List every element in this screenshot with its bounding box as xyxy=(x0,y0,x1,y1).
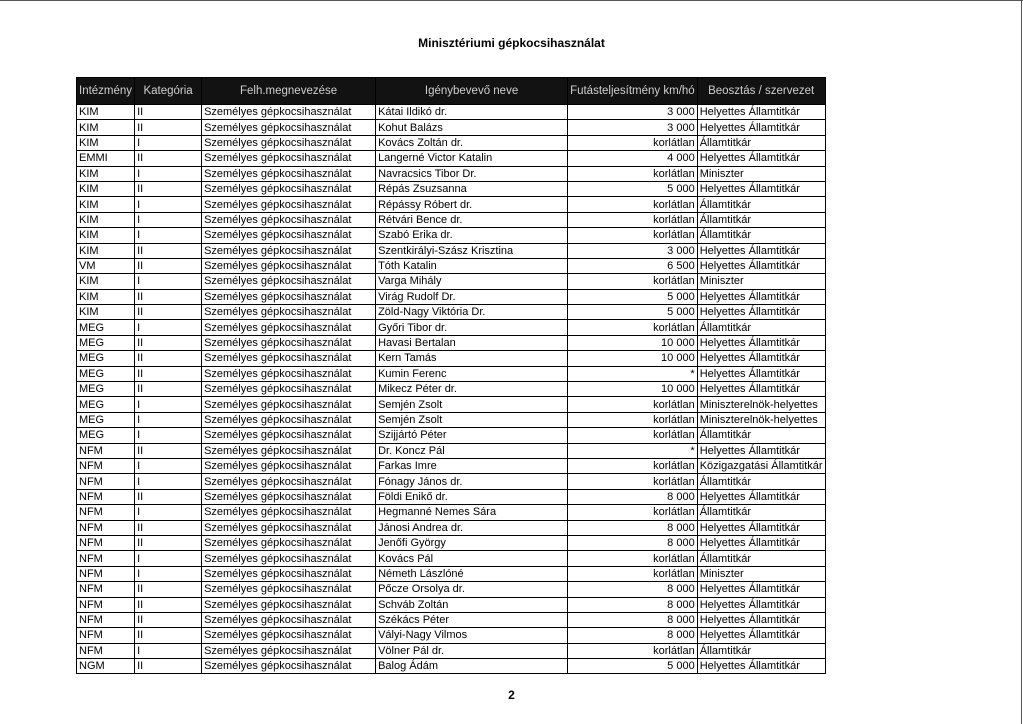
cell-user-name: Kern Tamás xyxy=(376,351,568,366)
cell-category: I xyxy=(135,274,202,289)
cell-institution: MEG xyxy=(77,335,135,350)
top-rule xyxy=(0,0,1023,1)
cell-mileage: korlátlan xyxy=(568,505,698,520)
cell-position: Államtitkár xyxy=(697,197,825,212)
cell-institution: NGM xyxy=(77,659,135,674)
table-row xyxy=(77,551,826,566)
cell-category: II xyxy=(135,489,202,504)
cell-usage-name: Személyes gépkocsihasználat xyxy=(202,258,376,273)
cell-institution: VM xyxy=(77,258,135,273)
cell-usage-name: Személyes gépkocsihasználat xyxy=(202,135,376,150)
cell-category: I xyxy=(135,551,202,566)
table-row xyxy=(77,181,826,196)
cell-category: I xyxy=(135,320,202,335)
page-number: 2 xyxy=(508,688,515,702)
table-row xyxy=(77,135,826,150)
cell-usage-name: Személyes gépkocsihasználat xyxy=(202,243,376,258)
cell-institution: KIM xyxy=(77,289,135,304)
vehicle-usage-table xyxy=(76,77,826,674)
cell-mileage: korlátlan xyxy=(568,566,698,581)
cell-user-name: Szentkirályi-Szász Krisztina xyxy=(376,243,568,258)
cell-category: II xyxy=(135,181,202,196)
header-row xyxy=(77,78,826,105)
table-row xyxy=(77,458,826,473)
cell-usage-name: Személyes gépkocsihasználat xyxy=(202,105,376,120)
cell-usage-name: Személyes gépkocsihasználat xyxy=(202,151,376,166)
cell-institution: NFM xyxy=(77,551,135,566)
cell-usage-name: Személyes gépkocsihasználat xyxy=(202,458,376,473)
cell-usage-name: Személyes gépkocsihasználat xyxy=(202,659,376,674)
cell-user-name: Répás Zsuzsanna xyxy=(376,181,568,196)
cell-mileage: 4 000 xyxy=(568,151,698,166)
cell-mileage: 8 000 xyxy=(568,535,698,550)
cell-user-name: Németh Lászlóné xyxy=(376,566,568,581)
cell-institution: NFM xyxy=(77,474,135,489)
cell-mileage: 10 000 xyxy=(568,335,698,350)
cell-institution: NFM xyxy=(77,612,135,627)
cell-category: I xyxy=(135,428,202,443)
cell-institution: KIM xyxy=(77,197,135,212)
cell-position: Helyettes Államtitkár xyxy=(697,659,825,674)
cell-usage-name: Személyes gépkocsihasználat xyxy=(202,520,376,535)
cell-mileage: korlátlan xyxy=(568,135,698,150)
cell-category: II xyxy=(135,366,202,381)
cell-usage-name: Személyes gépkocsihasználat xyxy=(202,412,376,427)
cell-usage-name: Személyes gépkocsihasználat xyxy=(202,274,376,289)
cell-user-name: Navracsics Tibor Dr. xyxy=(376,166,568,181)
cell-mileage: 8 000 xyxy=(568,597,698,612)
cell-user-name: Varga Mihály xyxy=(376,274,568,289)
cell-category: II xyxy=(135,351,202,366)
cell-category: I xyxy=(135,397,202,412)
table-row xyxy=(77,366,826,381)
cell-user-name: Földi Enikő dr. xyxy=(376,489,568,504)
cell-mileage: 10 000 xyxy=(568,351,698,366)
table-row xyxy=(77,659,826,674)
cell-mileage: 6 500 xyxy=(568,258,698,273)
cell-user-name: Kovács Pál xyxy=(376,551,568,566)
cell-institution: KIM xyxy=(77,166,135,181)
cell-mileage: korlátlan xyxy=(568,551,698,566)
table-body xyxy=(77,105,826,674)
cell-usage-name: Személyes gépkocsihasználat xyxy=(202,551,376,566)
cell-mileage: 3 000 xyxy=(568,105,698,120)
cell-position: Közigazgatási Államtitkár xyxy=(697,458,825,473)
table-row xyxy=(77,535,826,550)
cell-mileage: 8 000 xyxy=(568,520,698,535)
cell-category: I xyxy=(135,458,202,473)
cell-position: Helyettes Államtitkár xyxy=(697,258,825,273)
cell-user-name: Győri Tibor dr. xyxy=(376,320,568,335)
cell-category: II xyxy=(135,628,202,643)
cell-user-name: Farkas Imre xyxy=(376,458,568,473)
cell-category: II xyxy=(135,443,202,458)
cell-usage-name: Személyes gépkocsihasználat xyxy=(202,474,376,489)
cell-user-name: Schváb Zoltán xyxy=(376,597,568,612)
cell-usage-name: Személyes gépkocsihasználat xyxy=(202,382,376,397)
cell-usage-name: Személyes gépkocsihasználat xyxy=(202,535,376,550)
cell-position: Helyettes Államtitkár xyxy=(697,366,825,381)
cell-category: II xyxy=(135,582,202,597)
cell-mileage: korlátlan xyxy=(568,412,698,427)
table-row xyxy=(77,228,826,243)
cell-position: Helyettes Államtitkár xyxy=(697,120,825,135)
cell-institution: KIM xyxy=(77,212,135,227)
cell-institution: KIM xyxy=(77,135,135,150)
cell-mileage: korlátlan xyxy=(568,320,698,335)
cell-institution: MEG xyxy=(77,397,135,412)
cell-category: I xyxy=(135,412,202,427)
table-row xyxy=(77,212,826,227)
header-usage-name: Felh.megnevezése xyxy=(202,78,376,105)
cell-mileage: korlátlan xyxy=(568,197,698,212)
cell-usage-name: Személyes gépkocsihasználat xyxy=(202,612,376,627)
cell-usage-name: Személyes gépkocsihasználat xyxy=(202,166,376,181)
cell-institution: KIM xyxy=(77,243,135,258)
cell-user-name: Kovács Zoltán dr. xyxy=(376,135,568,150)
table-row xyxy=(77,412,826,427)
cell-user-name: Székács Péter xyxy=(376,612,568,627)
cell-position: Helyettes Államtitkár xyxy=(697,335,825,350)
table-row xyxy=(77,520,826,535)
cell-institution: MEG xyxy=(77,428,135,443)
cell-institution: KIM xyxy=(77,228,135,243)
cell-user-name: Szabó Erika dr. xyxy=(376,228,568,243)
table-row xyxy=(77,428,826,443)
cell-position: Helyettes Államtitkár xyxy=(697,443,825,458)
table-row xyxy=(77,643,826,658)
cell-mileage: 5 000 xyxy=(568,181,698,196)
cell-mileage: 5 000 xyxy=(568,289,698,304)
table-row xyxy=(77,582,826,597)
cell-mileage: 5 000 xyxy=(568,659,698,674)
cell-institution: NFM xyxy=(77,582,135,597)
cell-user-name: Mikecz Péter dr. xyxy=(376,382,568,397)
cell-position: Államtitkár xyxy=(697,135,825,150)
cell-user-name: Rétvári Bence dr. xyxy=(376,212,568,227)
cell-user-name: Kumin Ferenc xyxy=(376,366,568,381)
cell-user-name: Vályi-Nagy Vilmos xyxy=(376,628,568,643)
cell-position: Helyettes Államtitkár xyxy=(697,351,825,366)
cell-usage-name: Személyes gépkocsihasználat xyxy=(202,582,376,597)
table-row xyxy=(77,166,826,181)
table-row xyxy=(77,566,826,581)
cell-mileage: korlátlan xyxy=(568,428,698,443)
cell-position: Államtitkár xyxy=(697,320,825,335)
header-category: Kategória xyxy=(135,78,202,105)
cell-position: Miniszter xyxy=(697,274,825,289)
cell-usage-name: Személyes gépkocsihasználat xyxy=(202,366,376,381)
cell-mileage: 8 000 xyxy=(568,582,698,597)
cell-institution: NFM xyxy=(77,535,135,550)
cell-user-name: Semjén Zsolt xyxy=(376,412,568,427)
table-row xyxy=(77,305,826,320)
cell-position: Államtitkár xyxy=(697,505,825,520)
cell-mileage: 8 000 xyxy=(568,612,698,627)
cell-position: Helyettes Államtitkár xyxy=(697,289,825,304)
cell-category: I xyxy=(135,212,202,227)
table-row xyxy=(77,243,826,258)
cell-user-name: Jenőfi György xyxy=(376,535,568,550)
cell-position: Államtitkár xyxy=(697,474,825,489)
table-row xyxy=(77,258,826,273)
cell-user-name: Zöld-Nagy Viktória Dr. xyxy=(376,305,568,320)
cell-user-name: Balog Ádám xyxy=(376,659,568,674)
table-row xyxy=(77,120,826,135)
cell-usage-name: Személyes gépkocsihasználat xyxy=(202,489,376,504)
cell-usage-name: Személyes gépkocsihasználat xyxy=(202,289,376,304)
cell-position: Helyettes Államtitkár xyxy=(697,105,825,120)
table-row xyxy=(77,443,826,458)
cell-user-name: Kátai Ildikó dr. xyxy=(376,105,568,120)
cell-usage-name: Személyes gépkocsihasználat xyxy=(202,505,376,520)
cell-category: II xyxy=(135,105,202,120)
cell-position: Államtitkár xyxy=(697,212,825,227)
cell-position: Helyettes Államtitkár xyxy=(697,382,825,397)
cell-category: I xyxy=(135,166,202,181)
table-row xyxy=(77,612,826,627)
cell-position: Helyettes Államtitkár xyxy=(697,628,825,643)
cell-position: Helyettes Államtitkár xyxy=(697,535,825,550)
table-row xyxy=(77,320,826,335)
cell-mileage: korlátlan xyxy=(568,474,698,489)
cell-usage-name: Személyes gépkocsihasználat xyxy=(202,320,376,335)
cell-position: Miniszterelnök-helyettes xyxy=(697,412,825,427)
cell-category: II xyxy=(135,612,202,627)
cell-user-name: Szijjártó Péter xyxy=(376,428,568,443)
table-row xyxy=(77,274,826,289)
cell-institution: KIM xyxy=(77,181,135,196)
cell-usage-name: Személyes gépkocsihasználat xyxy=(202,305,376,320)
cell-mileage: 8 000 xyxy=(568,628,698,643)
cell-user-name: Tóth Katalin xyxy=(376,258,568,273)
cell-institution: KIM xyxy=(77,105,135,120)
cell-institution: NFM xyxy=(77,628,135,643)
cell-institution: NFM xyxy=(77,489,135,504)
cell-usage-name: Személyes gépkocsihasználat xyxy=(202,212,376,227)
table-row xyxy=(77,289,826,304)
cell-usage-name: Személyes gépkocsihasználat xyxy=(202,397,376,412)
table-row xyxy=(77,105,826,120)
cell-institution: EMMI xyxy=(77,151,135,166)
cell-institution: KIM xyxy=(77,274,135,289)
table-row xyxy=(77,474,826,489)
table-row xyxy=(77,489,826,504)
cell-user-name: Fónagy János dr. xyxy=(376,474,568,489)
cell-user-name: Dr. Koncz Pál xyxy=(376,443,568,458)
cell-user-name: Völner Pál dr. xyxy=(376,643,568,658)
header-user-name: Igénybevevő neve xyxy=(376,78,568,105)
cell-usage-name: Személyes gépkocsihasználat xyxy=(202,228,376,243)
cell-category: II xyxy=(135,305,202,320)
cell-category: II xyxy=(135,258,202,273)
header-mileage: Futásteljesítmény km/hó xyxy=(568,78,698,105)
table-row xyxy=(77,597,826,612)
cell-position: Miniszterelnök-helyettes xyxy=(697,397,825,412)
cell-usage-name: Személyes gépkocsihasználat xyxy=(202,351,376,366)
cell-institution: NFM xyxy=(77,566,135,581)
cell-usage-name: Személyes gépkocsihasználat xyxy=(202,428,376,443)
cell-institution: MEG xyxy=(77,366,135,381)
cell-user-name: Hegmanné Nemes Sára xyxy=(376,505,568,520)
cell-category: I xyxy=(135,643,202,658)
table-row xyxy=(77,397,826,412)
cell-position: Miniszter xyxy=(697,566,825,581)
cell-institution: NFM xyxy=(77,520,135,535)
cell-user-name: Kohut Balázs xyxy=(376,120,568,135)
header-institution: Intézmény xyxy=(77,78,135,105)
cell-usage-name: Személyes gépkocsihasználat xyxy=(202,181,376,196)
cell-institution: MEG xyxy=(77,382,135,397)
cell-mileage: korlátlan xyxy=(568,228,698,243)
cell-user-name: Semjén Zsolt xyxy=(376,397,568,412)
cell-mileage: 8 000 xyxy=(568,489,698,504)
cell-usage-name: Személyes gépkocsihasználat xyxy=(202,197,376,212)
cell-institution: KIM xyxy=(77,120,135,135)
table-row xyxy=(77,151,826,166)
cell-mileage: korlátlan xyxy=(568,397,698,412)
cell-position: Helyettes Államtitkár xyxy=(697,582,825,597)
cell-mileage: korlátlan xyxy=(568,274,698,289)
cell-category: II xyxy=(135,151,202,166)
cell-mileage: 10 000 xyxy=(568,382,698,397)
cell-position: Helyettes Államtitkár xyxy=(697,181,825,196)
cell-mileage: 3 000 xyxy=(568,120,698,135)
table-row xyxy=(77,505,826,520)
cell-usage-name: Személyes gépkocsihasználat xyxy=(202,597,376,612)
cell-institution: NFM xyxy=(77,458,135,473)
cell-position: Államtitkár xyxy=(697,551,825,566)
cell-mileage: korlátlan xyxy=(568,212,698,227)
cell-position: Miniszter xyxy=(697,166,825,181)
cell-mileage: korlátlan xyxy=(568,458,698,473)
cell-position: Államtitkár xyxy=(697,228,825,243)
cell-usage-name: Személyes gépkocsihasználat xyxy=(202,566,376,581)
cell-position: Államtitkár xyxy=(697,643,825,658)
cell-category: II xyxy=(135,382,202,397)
table-row xyxy=(77,197,826,212)
cell-position: Helyettes Államtitkár xyxy=(697,489,825,504)
cell-institution: NFM xyxy=(77,643,135,658)
cell-institution: NFM xyxy=(77,597,135,612)
cell-category: II xyxy=(135,659,202,674)
cell-category: II xyxy=(135,535,202,550)
table-row xyxy=(77,351,826,366)
cell-usage-name: Személyes gépkocsihasználat xyxy=(202,335,376,350)
cell-usage-name: Személyes gépkocsihasználat xyxy=(202,628,376,643)
right-rule xyxy=(1021,0,1022,724)
cell-mileage: korlátlan xyxy=(568,643,698,658)
cell-institution: MEG xyxy=(77,320,135,335)
cell-user-name: Répássy Róbert dr. xyxy=(376,197,568,212)
cell-mileage: 5 000 xyxy=(568,305,698,320)
cell-category: I xyxy=(135,197,202,212)
cell-category: II xyxy=(135,243,202,258)
cell-institution: MEG xyxy=(77,412,135,427)
cell-category: II xyxy=(135,520,202,535)
document-title: Minisztériumi gépkocsihasználat xyxy=(418,36,605,50)
cell-category: I xyxy=(135,566,202,581)
cell-institution: KIM xyxy=(77,305,135,320)
cell-user-name: Virág Rudolf Dr. xyxy=(376,289,568,304)
cell-category: II xyxy=(135,335,202,350)
cell-category: I xyxy=(135,474,202,489)
cell-position: Helyettes Államtitkár xyxy=(697,305,825,320)
cell-usage-name: Személyes gépkocsihasználat xyxy=(202,443,376,458)
cell-usage-name: Személyes gépkocsihasználat xyxy=(202,120,376,135)
cell-position: Helyettes Államtitkár xyxy=(697,597,825,612)
cell-usage-name: Személyes gépkocsihasználat xyxy=(202,643,376,658)
cell-institution: NFM xyxy=(77,505,135,520)
cell-institution: MEG xyxy=(77,351,135,366)
table-row xyxy=(77,382,826,397)
cell-user-name: Jánosi Andrea dr. xyxy=(376,520,568,535)
table-row xyxy=(77,628,826,643)
header-position: Beosztás / szervezet xyxy=(697,78,825,105)
table-row xyxy=(77,335,826,350)
cell-mileage: * xyxy=(568,443,698,458)
cell-user-name: Pőcze Orsolya dr. xyxy=(376,582,568,597)
cell-institution: NFM xyxy=(77,443,135,458)
cell-position: Helyettes Államtitkár xyxy=(697,520,825,535)
cell-user-name: Langerné Victor Katalin xyxy=(376,151,568,166)
cell-category: II xyxy=(135,597,202,612)
cell-position: Helyettes Államtitkár xyxy=(697,151,825,166)
cell-mileage: * xyxy=(568,366,698,381)
cell-category: II xyxy=(135,289,202,304)
cell-category: II xyxy=(135,120,202,135)
cell-position: Államtitkár xyxy=(697,428,825,443)
cell-category: I xyxy=(135,228,202,243)
cell-position: Helyettes Államtitkár xyxy=(697,243,825,258)
cell-user-name: Havasi Bertalan xyxy=(376,335,568,350)
cell-category: I xyxy=(135,505,202,520)
cell-category: I xyxy=(135,135,202,150)
cell-mileage: 3 000 xyxy=(568,243,698,258)
cell-position: Helyettes Államtitkár xyxy=(697,612,825,627)
cell-mileage: korlátlan xyxy=(568,166,698,181)
